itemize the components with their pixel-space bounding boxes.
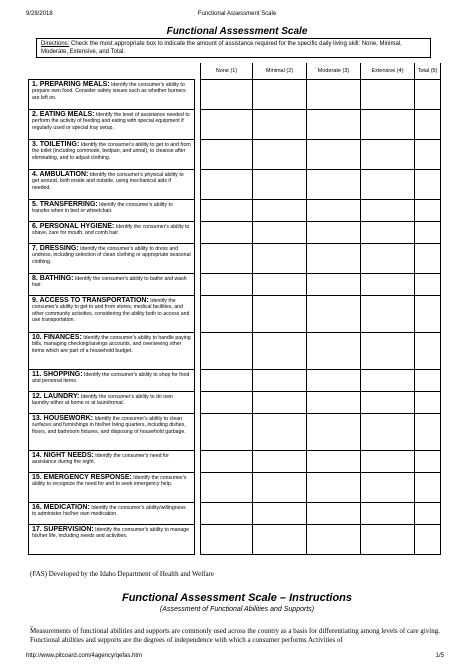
rating-checkbox[interactable] (415, 413, 441, 450)
rating-checkbox[interactable] (361, 524, 415, 554)
table-row (29, 295, 441, 332)
rating-checkbox[interactable] (253, 369, 307, 391)
item-text: Identify the consumer's ability to shave, care for mouth, and comb hair. (32, 223, 190, 236)
rating-checkbox[interactable] (361, 273, 415, 295)
item-description (29, 199, 195, 221)
rating-checkbox[interactable] (307, 524, 361, 554)
rating-checkbox[interactable] (415, 199, 441, 221)
rating-checkbox[interactable] (307, 369, 361, 391)
rating-checkbox[interactable] (201, 502, 253, 524)
rating-checkbox[interactable] (307, 109, 361, 139)
rating-checkbox[interactable] (201, 332, 253, 369)
item-description (29, 273, 195, 295)
item-description (29, 369, 195, 391)
rating-checkbox[interactable] (415, 450, 441, 472)
footer-url: http://www.pitcoard.com/4agency/qefas.htm (26, 653, 143, 659)
item-title: 15. EMERGENCY RESPONSE: (32, 473, 132, 481)
table-row (29, 450, 441, 472)
table-row (29, 524, 441, 554)
table-row (29, 139, 441, 169)
item-description (29, 243, 195, 273)
table-row (29, 413, 441, 450)
rating-checkbox[interactable] (201, 273, 253, 295)
rating-checkbox[interactable] (307, 243, 361, 273)
rating-checkbox[interactable] (307, 221, 361, 243)
rating-checkbox[interactable] (361, 391, 415, 413)
item-text: Identify the consumer's ability to get to and from stores, medical facilities, and other community activities, considering the ability both to access and use transportation. (32, 297, 190, 323)
rating-checkbox[interactable] (201, 450, 253, 472)
column-header: Total (5) (415, 63, 441, 79)
instructions-subtitle: (Assessment of Functional Abilities and Supports) (159, 606, 315, 613)
item-text: Identify the consumer's ability to recognize the need for and to seek emergency help. (32, 474, 187, 487)
rating-checkbox[interactable] (253, 472, 307, 502)
item-description (29, 332, 195, 369)
rating-checkbox[interactable] (361, 369, 415, 391)
table-row (29, 199, 441, 221)
rating-checkbox[interactable] (361, 139, 415, 169)
rating-checkbox[interactable] (361, 199, 415, 221)
rating-checkbox[interactable] (307, 295, 361, 332)
rating-checkbox[interactable] (201, 472, 253, 502)
rating-checkbox[interactable] (307, 273, 361, 295)
item-title: 17. SUPERVISION: (32, 525, 94, 533)
item-description (29, 79, 195, 109)
table-row (29, 273, 441, 295)
item-title: 9. ACCESS TO TRANSPORTATION: (32, 296, 149, 304)
rating-checkbox[interactable] (201, 199, 253, 221)
rating-checkbox[interactable] (361, 79, 415, 109)
item-title: 11. SHOPPING: (32, 370, 83, 378)
rating-checkbox[interactable] (415, 79, 441, 109)
item-description (29, 139, 195, 169)
rating-checkbox[interactable] (415, 273, 441, 295)
rating-checkbox[interactable] (307, 139, 361, 169)
item-title: 14. NIGHT NEEDS: (32, 451, 94, 459)
rating-checkbox[interactable] (253, 109, 307, 139)
instructions-title: Functional Assessment Scale – Instructions (121, 592, 353, 604)
rating-checkbox[interactable] (201, 139, 253, 169)
item-description (29, 295, 195, 332)
rating-checkbox[interactable] (307, 332, 361, 369)
rating-checkbox[interactable] (253, 139, 307, 169)
footer-page: 1/5 (435, 653, 444, 659)
item-title: 5. TRANSFERRING: (32, 200, 98, 208)
rating-checkbox[interactable] (415, 295, 441, 332)
rating-checkbox[interactable] (415, 109, 441, 139)
rating-checkbox[interactable] (253, 450, 307, 472)
item-description (29, 413, 195, 450)
column-header: None (1) (201, 63, 253, 79)
rating-checkbox[interactable] (201, 391, 253, 413)
item-description (29, 472, 195, 502)
rating-checkbox[interactable] (361, 169, 415, 199)
item-text: Identify the consumer's ability to manage his/her life, including needs and activities. (32, 526, 190, 539)
rating-checkbox[interactable] (201, 221, 253, 243)
rating-checkbox[interactable] (415, 502, 441, 524)
rating-checkbox[interactable] (415, 243, 441, 273)
column-header: Extensive (4) (361, 63, 415, 79)
rating-checkbox[interactable] (415, 472, 441, 502)
rating-checkbox[interactable] (253, 502, 307, 524)
directions-box (36, 38, 431, 58)
item-text: Identify the consumer's ability to dress and undress, including selection of clean clothing or appropriate seasonal clothing. (32, 245, 191, 265)
rating-checkbox[interactable] (253, 273, 307, 295)
rating-checkbox[interactable] (361, 472, 415, 502)
rating-checkbox[interactable] (253, 295, 307, 332)
instructions-mark: _ (30, 620, 34, 628)
table-row (29, 243, 441, 273)
rating-checkbox[interactable] (201, 413, 253, 450)
rating-checkbox[interactable] (307, 169, 361, 199)
rating-checkbox[interactable] (307, 199, 361, 221)
item-text: Identify the consumer's ability to shop for food and personal items. (32, 371, 190, 384)
item-title: 4. AMBULATION: (32, 170, 89, 178)
assessment-table (28, 63, 441, 555)
rating-checkbox[interactable] (415, 369, 441, 391)
item-text: Identify the consumer's ability to prepare own food. Consider safety issues such as whether burners are left on. (32, 81, 186, 101)
item-title: 16. MEDICATION: (32, 503, 90, 511)
rating-checkbox[interactable] (253, 391, 307, 413)
item-title: 7. DRESSING: (32, 244, 79, 252)
table-row (29, 391, 441, 413)
rating-checkbox[interactable] (415, 169, 441, 199)
rating-checkbox[interactable] (361, 502, 415, 524)
rating-checkbox[interactable] (201, 295, 253, 332)
rating-checkbox[interactable] (415, 391, 441, 413)
rating-checkbox[interactable] (201, 243, 253, 273)
item-text: Identify the consumer's ability to clean surfaces and furnishings in his/her living quarters, including dishes, floors, and bathroom fixtures, and disposing of household garbage. (32, 415, 186, 435)
item-title: 13. HOUSEWORK: (32, 414, 94, 422)
rating-checkbox[interactable] (307, 472, 361, 502)
item-text: Identify the consumer's ability/willingness to administer his/her own medication. (32, 504, 186, 517)
item-text: Identify the consumer's ability to handle paying bills, managing checking/savings accounts, and overseeing other items which are part of a household budget. (32, 334, 191, 354)
rating-checkbox[interactable] (415, 524, 441, 554)
directions-label: Directions: (41, 41, 70, 47)
rating-checkbox[interactable] (361, 243, 415, 273)
item-title: 1. PREPARING MEALS: (32, 80, 110, 88)
item-title: 12. LAUNDRY: (32, 392, 80, 400)
rating-checkbox[interactable] (253, 332, 307, 369)
item-text: Identify the consumer's need for assistance during the night. (32, 452, 169, 465)
rating-checkbox[interactable] (307, 413, 361, 450)
rating-checkbox[interactable] (201, 79, 253, 109)
instructions-paragraph: Measurements of functional abilities and supports are commonly used across the country as a basis for differentiating among levels of care giving. Functional abilities and supports are the degrees of independence with which a consumer performs Activities of (30, 627, 441, 644)
page-title: Functional Assessment Scale (166, 26, 308, 37)
instructions-body (30, 622, 450, 645)
item-text: Identify the consumer's ability to get to and from the toilet (including commode, bedpan, and urinal), to cleanse after eliminating, and to adjust clothing. (32, 141, 191, 161)
item-description (29, 221, 195, 243)
rating-checkbox[interactable] (253, 79, 307, 109)
item-title: 2. EATING MEALS: (32, 110, 95, 118)
item-text: Identify the level of assistance needed to perform the activity of feeding and eating with special equipment if regularly used or special tray setup. (32, 111, 190, 131)
table-row (29, 221, 441, 243)
item-description (29, 109, 195, 139)
column-header: Moderate (3) (307, 63, 361, 79)
rating-checkbox[interactable] (361, 109, 415, 139)
table-row (29, 502, 441, 524)
rating-checkbox[interactable] (361, 413, 415, 450)
rating-checkbox[interactable] (307, 391, 361, 413)
rating-checkbox[interactable] (361, 221, 415, 243)
table-header-row (29, 63, 441, 79)
item-title: 8. BATHING: (32, 274, 74, 282)
rating-checkbox[interactable] (415, 221, 441, 243)
rating-checkbox[interactable] (307, 502, 361, 524)
rating-checkbox[interactable] (415, 332, 441, 369)
rating-checkbox[interactable] (361, 295, 415, 332)
print-header-title: Functional Assessment Scale (197, 11, 277, 17)
rating-checkbox[interactable] (253, 199, 307, 221)
item-text: Identify the consumer's ability to bathe and wash hair. (32, 275, 187, 288)
item-text: Identify the consumer's physical ability to get around, both inside and outside, using mechanical aids if needed. (32, 171, 184, 191)
item-title: 3. TOILETING: (32, 140, 80, 148)
rating-checkbox[interactable] (253, 524, 307, 554)
rating-checkbox[interactable] (201, 169, 253, 199)
item-description (29, 391, 195, 413)
rating-checkbox[interactable] (253, 413, 307, 450)
item-description (29, 169, 195, 199)
column-header: Minimal (2) (253, 63, 307, 79)
table-row (29, 369, 441, 391)
rating-checkbox[interactable] (201, 109, 253, 139)
directions-text: Check the most appropriate box to indicate the amount of assistance required for the specific daily living skill: None, Minimal, Moderate, Extensive, and Total. (41, 41, 402, 55)
rating-checkbox[interactable] (307, 79, 361, 109)
print-date: 9/28/2018 (26, 11, 53, 17)
table-row (29, 79, 441, 109)
table-row (29, 169, 441, 199)
rating-checkbox[interactable] (201, 524, 253, 554)
fas-note: (FAS) Developed by the Idaho Department of Health and Welfare (30, 570, 215, 578)
rating-checkbox[interactable] (415, 139, 441, 169)
table-row (29, 472, 441, 502)
table-row (29, 109, 441, 139)
rating-checkbox[interactable] (253, 243, 307, 273)
rating-checkbox[interactable] (361, 450, 415, 472)
rating-checkbox[interactable] (253, 221, 307, 243)
item-title: 10. FINANCES: (32, 333, 82, 341)
item-description (29, 524, 195, 554)
item-text: Identify the consumer's ability to do own laundry either at home or at laundromat. (32, 393, 173, 406)
item-description (29, 502, 195, 524)
rating-checkbox[interactable] (307, 450, 361, 472)
table-row (29, 332, 441, 369)
rating-checkbox[interactable] (201, 369, 253, 391)
item-description (29, 450, 195, 472)
item-title: 6. PERSONAL HYGIENE: (32, 222, 115, 230)
rating-checkbox[interactable] (253, 169, 307, 199)
item-text: Identify the consumer's ability to transfer when in bed or wheelchair. (32, 201, 173, 214)
rating-checkbox[interactable] (361, 332, 415, 369)
